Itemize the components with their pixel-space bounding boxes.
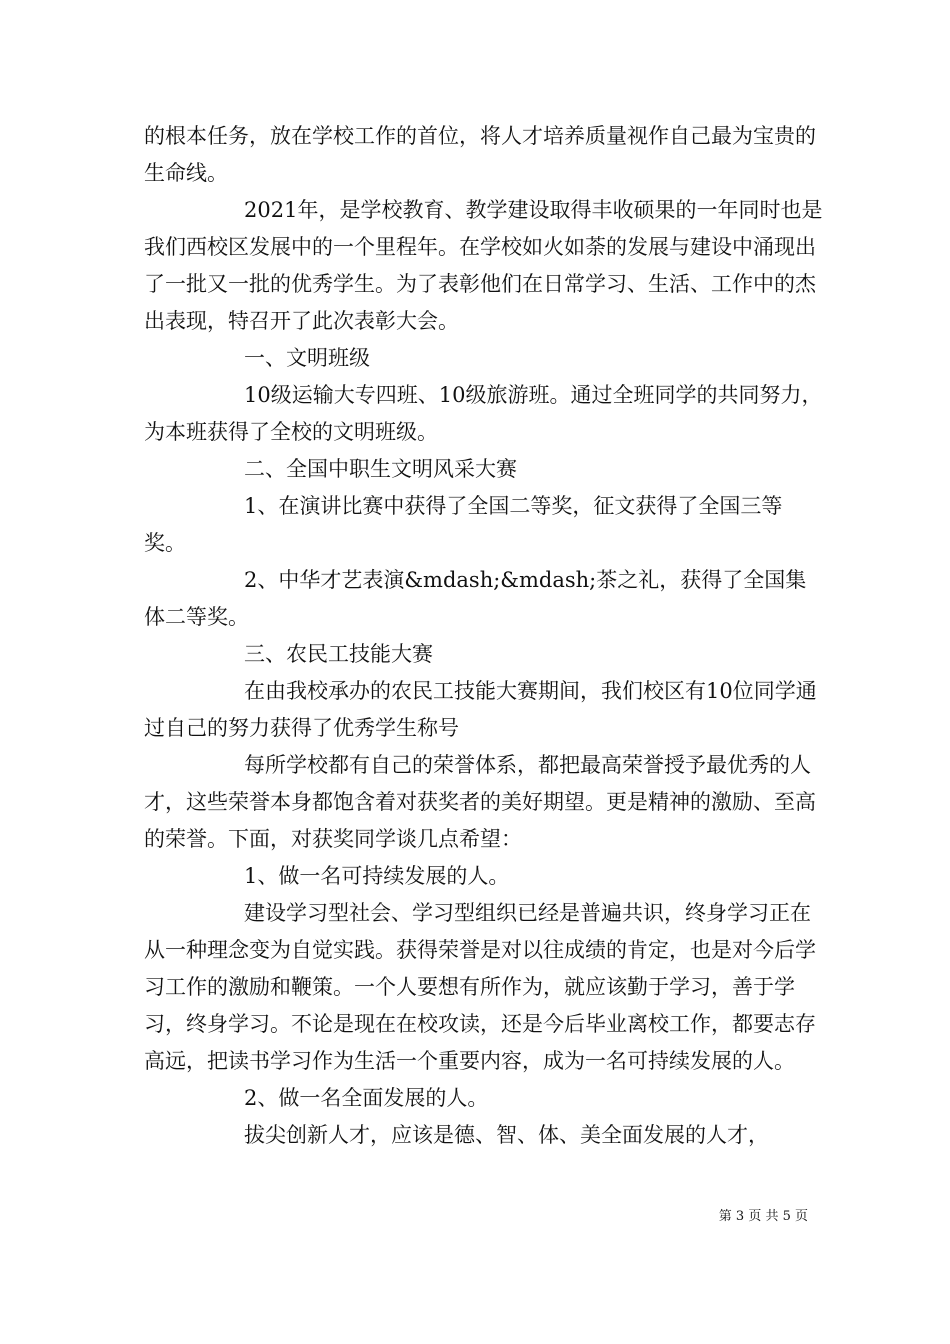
paragraph: 1、在演讲比赛中获得了全国二等奖，征文获得了全国三等奖。 — [144, 494, 783, 555]
list-item: 2、做一名全面发展的人。 — [244, 1086, 489, 1110]
paragraph: 拔尖创新人才，应该是德、智、体、美全面发展的人才， — [244, 1123, 769, 1147]
paragraph: 的根本任务，放在学校工作的首位，将人才培养质量视作自己最为宝贵的生命线。 — [144, 124, 816, 185]
paragraph: 2、中华才艺表演&mdash;&mdash;茶之礼，获得了全国集体二等奖。 — [144, 568, 807, 629]
section-heading: 二、全国中职生文明风采大赛 — [244, 457, 517, 481]
section-heading: 三、农民工技能大赛 — [244, 642, 433, 666]
paragraph: 在由我校承办的农民工技能大赛期间，我们校区有10位同学通过自己的努力获得了优秀学生称号 — [144, 679, 817, 740]
paragraph: 建设学习型社会、学习型组织已经是普遍共识，终身学习正在从一种理念变为自觉实践。获得荣誉是对以往成绩的肯定，也是对今后学习工作的激励和鞭策。一个人要想有所作为，就应该勤于学习，善于学习，终身学习。不论是现在在校攻读，还是今后毕业离校工作，都要志存高远，把读书学习作为生活一个重要内容，成为一名可持续发展的人。 — [144, 901, 816, 1073]
list-item: 1、做一名可持续发展的人。 — [244, 864, 510, 888]
paragraph: 每所学校都有自己的荣誉体系，都把最高荣誉授予最优秀的人才，这些荣誉本身都饱含着对获奖者的美好期望。更是精神的激励、至高的荣誉。下面，对获奖同学谈几点希望： — [144, 753, 816, 851]
paragraph: 2021年，是学校教育、教学建设取得丰收硕果的一年同时也是我们西校区发展中的一个里程年。在学校如火如荼的发展与建设中涌现出了一批又一批的优秀学生。为了表彰他们在日常学习、生活、工作中的杰出表现，特召开了此次表彰大会。 — [144, 198, 823, 333]
document-body — [144, 118, 824, 1154]
section-heading: 一、文明班级 — [244, 346, 370, 370]
page-number-footer: 第 3 页 共 5 页 — [718, 1209, 808, 1224]
paragraph: 10级运输大专四班、10级旅游班。通过全班同学的共同努力，为本班获得了全校的文明班级。 — [144, 383, 823, 444]
